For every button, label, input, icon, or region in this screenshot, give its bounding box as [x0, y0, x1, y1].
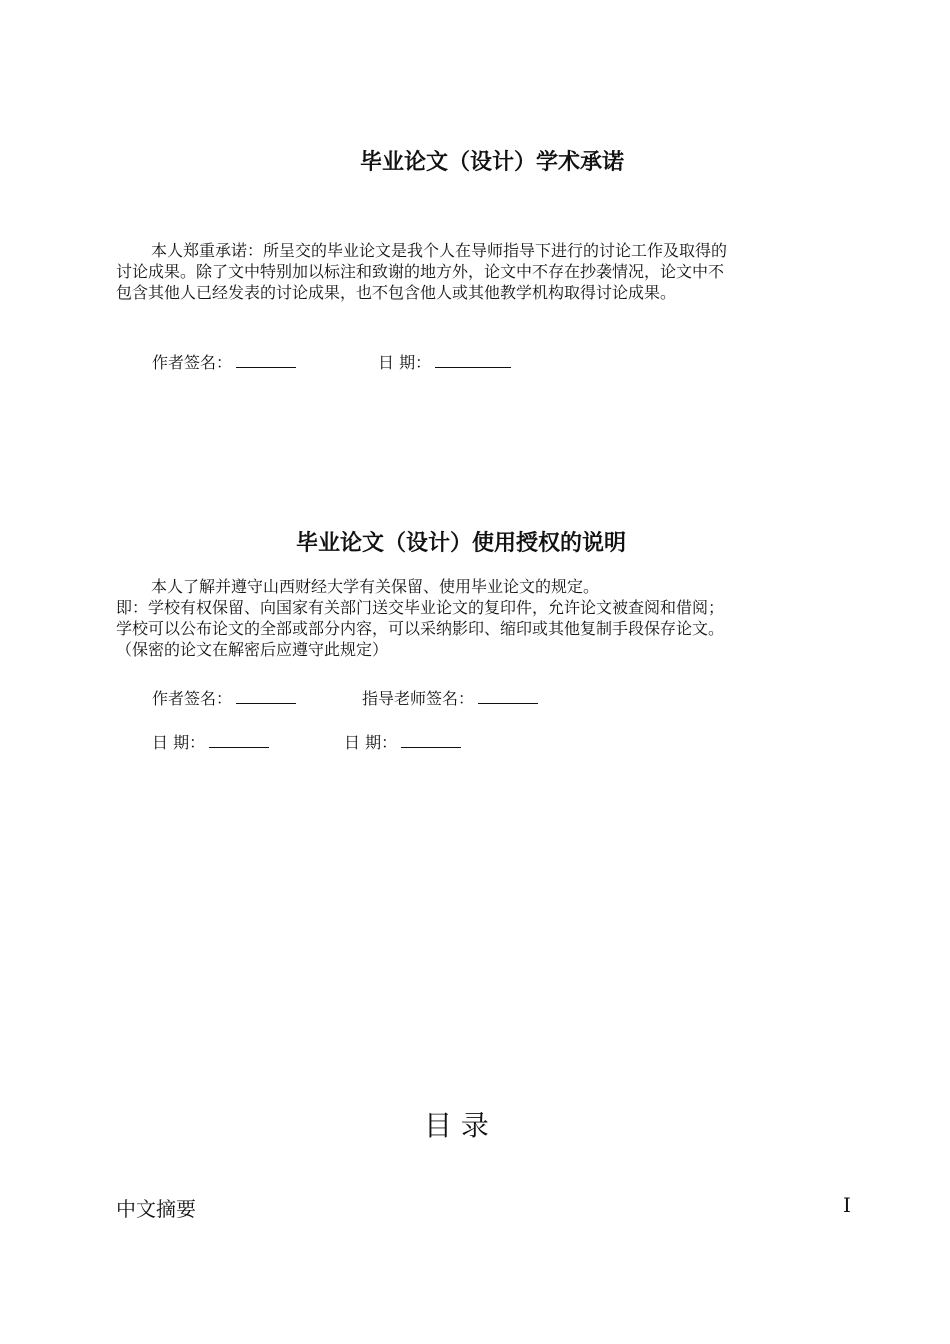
authorization-paragraph	[116, 576, 861, 660]
advisor-signature-label: 指导老师签名：	[362, 689, 475, 708]
date-label: 日 期：	[378, 353, 432, 372]
commitment-line-1: 本人郑重承诺：所呈交的毕业论文是我个人在导师指导下进行的讨论工作及取得的	[151, 241, 728, 260]
author-signature-label: 作者签名：	[152, 353, 233, 372]
toc-title: 目 录	[424, 1109, 489, 1142]
commitment-line-3: 包含其他人已经发表的讨论成果，也不包含他人或其他教学机构取得讨论成果。	[116, 283, 677, 302]
toc-entry-page: I	[843, 1193, 851, 1217]
commitment-paragraph	[116, 240, 861, 303]
commitment-date	[378, 350, 511, 373]
date-blank[interactable]	[209, 733, 269, 748]
authorization-line-1: 本人了解并遵守山西财经大学有关保留、使用毕业论文的规定。	[151, 577, 600, 596]
authorization-title: 毕业论文（设计）使用授权的说明	[296, 531, 627, 556]
advisor-signature-blank[interactable]	[478, 689, 538, 704]
author-signature-blank[interactable]	[236, 689, 296, 704]
authorization-advisor-signature	[362, 686, 538, 709]
date-blank[interactable]	[401, 733, 461, 748]
date-blank[interactable]	[435, 353, 511, 368]
authorization-line-2: 即：学校有权保留、向国家有关部门送交毕业论文的复印件，允许论文被查阅和借阅；	[116, 598, 725, 617]
date-label: 日 期：	[344, 733, 398, 752]
author-signature-label: 作者签名：	[152, 689, 233, 708]
date-label: 日 期：	[152, 733, 206, 752]
authorization-date-2	[344, 730, 461, 753]
commitment-author-signature	[152, 350, 296, 373]
author-signature-blank[interactable]	[236, 353, 296, 368]
toc-entry-label[interactable]: 中文摘要	[116, 1197, 196, 1221]
authorization-date-1	[152, 730, 269, 753]
commitment-line-2: 讨论成果。除了文中特别加以标注和致谢的地方外，论文中不存在抄袭情况，论文中不	[116, 262, 725, 281]
authorization-line-4: （保密的论文在解密后应遵守此规定）	[116, 640, 389, 659]
commitment-title: 毕业论文（设计）学术承诺	[360, 150, 625, 175]
authorization-line-3: 学校可以公布论文的全部或部分内容，可以采纳影印、缩印或其他复制手段保存论文。	[116, 619, 725, 638]
authorization-author-signature	[152, 686, 296, 709]
